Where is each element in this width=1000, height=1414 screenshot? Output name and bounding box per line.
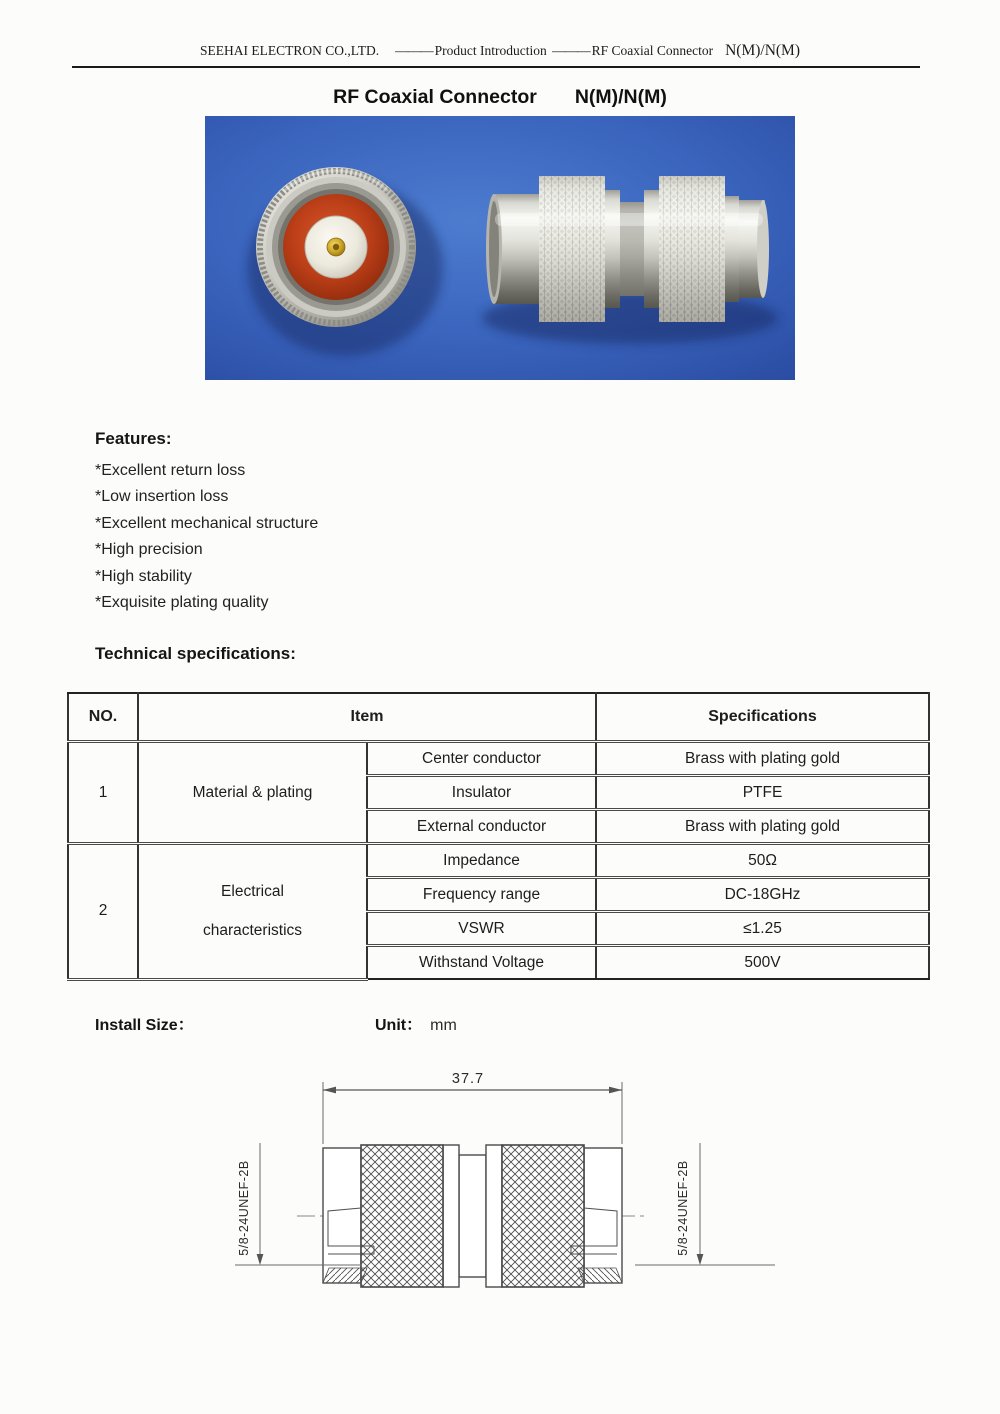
- table-row: [68, 742, 929, 776]
- header-product: RF Coaxial Connector: [591, 43, 714, 58]
- sub-item: Impedance: [367, 844, 596, 878]
- spec-value: 500V: [596, 946, 929, 980]
- connector-outline: [323, 1145, 622, 1287]
- group-number: 2: [68, 844, 138, 980]
- sub-item: Center conductor: [367, 742, 596, 776]
- thread-label-left: 5/8-24UNEF-2B: [237, 1160, 251, 1256]
- sub-item: Frequency range: [367, 878, 596, 912]
- product-photo: [205, 116, 795, 380]
- group-item-line: characteristics: [202, 921, 303, 939]
- tech-specs-heading: Technical specifications:: [95, 644, 296, 663]
- page-header: [0, 42, 1000, 60]
- table-row: [68, 844, 929, 878]
- sub-item: Insulator: [367, 776, 596, 810]
- features-list: [95, 458, 318, 616]
- title-product: RF Coaxial Connector: [333, 86, 537, 108]
- feature-item: *High stability: [95, 567, 192, 585]
- spec-value: ≤1.25: [596, 912, 929, 946]
- spec-value: 50Ω: [596, 844, 929, 878]
- table-header-row: [68, 693, 929, 742]
- group-item: [138, 844, 367, 980]
- company-name: SEEHAI ELECTRON CO.,LTD.: [199, 43, 380, 58]
- width-dimension: [323, 1071, 622, 1144]
- spec-value: DC-18GHz: [596, 878, 929, 912]
- spec-value: PTFE: [596, 776, 929, 810]
- header-section: Product Introduction: [434, 43, 547, 58]
- header-cell-item: Item: [138, 693, 596, 742]
- install-size-drawing: [215, 1058, 795, 1328]
- feature-item: *Exquisite plating quality: [95, 594, 269, 612]
- front-view-connector: [256, 167, 416, 327]
- thread-callout-right: [635, 1143, 775, 1265]
- features-heading: Features:: [95, 429, 172, 448]
- group-item-line: Electrical: [221, 882, 284, 900]
- header-separator: ———: [552, 43, 590, 58]
- unit-group: [375, 1012, 457, 1035]
- group-item: Material & plating: [138, 742, 367, 844]
- spec-value: Brass with plating gold: [596, 742, 929, 776]
- unit-label: Unit：: [375, 1017, 423, 1034]
- features-section: [95, 429, 318, 616]
- sub-item: VSWR: [367, 912, 596, 946]
- header-separator: ———: [395, 43, 433, 58]
- header-rule: [72, 66, 920, 68]
- header-model: N(M)/N(M): [725, 42, 800, 59]
- feature-item: *Excellent return loss: [95, 462, 246, 479]
- specifications-table: [67, 692, 930, 981]
- feature-item: *Excellent mechanical structure: [95, 514, 319, 532]
- page-title: [0, 86, 1000, 109]
- install-size-label: Install Size：: [95, 1017, 194, 1034]
- feature-item: *High precision: [95, 541, 203, 559]
- sub-item: External conductor: [367, 810, 596, 844]
- group-number: 1: [68, 742, 138, 844]
- header-cell-no: NO.: [68, 693, 138, 742]
- header-cell-specifications: Specifications: [596, 693, 929, 742]
- thread-label-right: 5/8-24UNEF-2B: [676, 1160, 690, 1256]
- dimension-value: 37.7: [451, 1071, 485, 1087]
- feature-item: *Low insertion loss: [95, 488, 229, 506]
- title-model: N(M)/N(M): [574, 86, 667, 108]
- unit-value: mm: [430, 1017, 457, 1034]
- spec-value: Brass with plating gold: [596, 810, 929, 844]
- sub-item: Withstand Voltage: [367, 946, 596, 980]
